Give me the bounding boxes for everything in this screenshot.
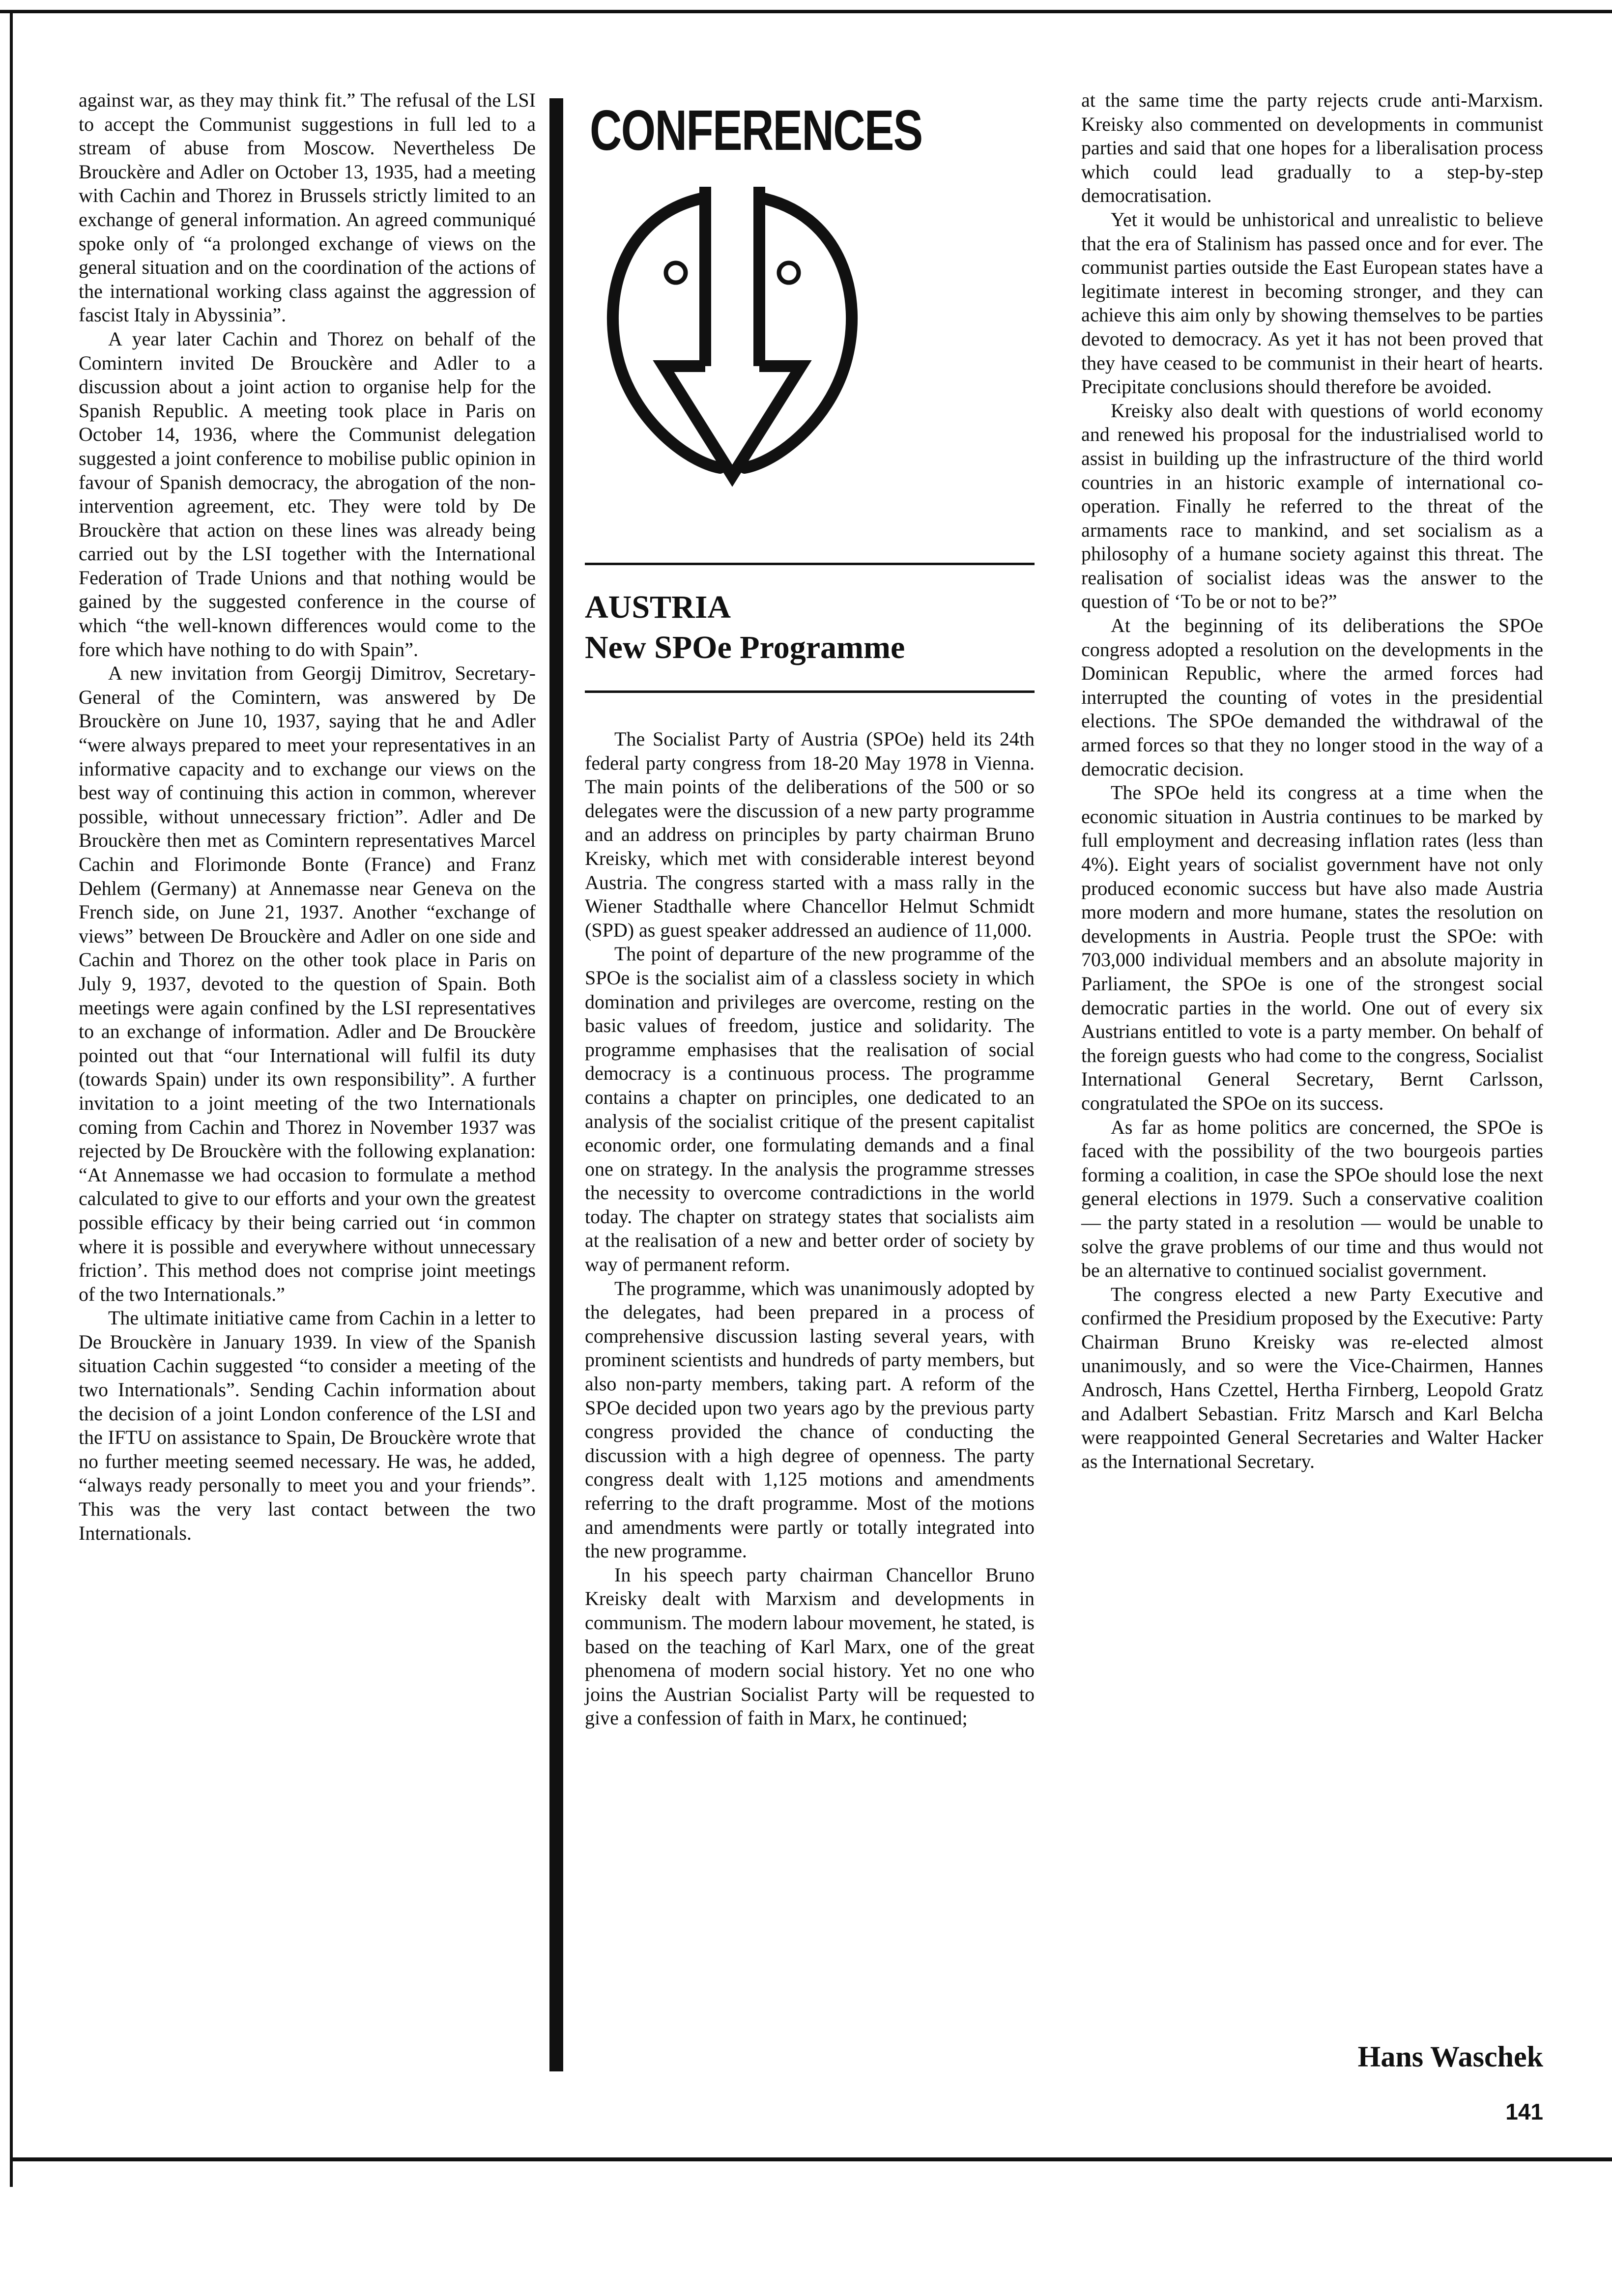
right-paragraph-1: at the same time the party rejects crude anti-Marxism. Kreisky also commented on developments in communist parties and said that one hopes for a liberalisation process which could lead gradually to a step-by-step democratisation. <box>1081 89 1543 207</box>
left-paragraph-4: The ultimate initiative came from Cachin in a letter to De Brouckère in January 1939. In view of the Spanish situation Cachin suggested “to consider a meeting of the two Internationals”. Sending Cachin information about the decision of a joint London conference of the LSI and the IFTU on assistance to Spain, De Brouckère wrote that no further meeting seemed necessary. He was, he added, “always ready personally to meet you and your friends”. This was the very last contact between the two Internationals. <box>79 1307 536 1544</box>
author-signature: Hans Waschek <box>1357 2040 1543 2073</box>
left-paragraph-3: A new invitation from Georgij Dimitrov, Secretary-General of the Comintern, was answered by De Brouckère on June 10, 1937, saying that he and Adler “were always prepared to meet your representatives in an informative capacity and to exchange our views on the best way of continuing this action in common, wherever possible, without unnecessary friction”. Adler and De Brouckère then met as Comintern representatives Marcel Cachin and Florimonde Bonte (France) and Franz Dehlem (Germany) at Annemasse near Geneva on the French side, on June 21, 1937. Another “exchange of views” between De Brouckère and Adler on one side and Cachin and Thorez on the other took place in Paris on July 9, 1937, devoted to the question of Spain. Both meetings were again confined by the LSI representatives to an exchange of information. Adler and De Brouckère pointed out that “our International will fulfil its duty (towards Spain) under its own responsibility”. A further invitation to a joint meeting of the two Internationals coming from Cachin and Thorez in November 1937 was rejected by De Brouckère with the following explanation: “At Annemasse we had occasion to formulate a method calculated to give to our efforts and your own the greatest possible efficacy by their being carried out ‘in common where it is possible and everywhere without unnecessary friction’. This method does not comprise joint meetings of the two Internationals.” <box>79 662 536 1305</box>
left-paragraph-1: against war, as they may think fit.” The refusal of the LSI to accept the Communist suggestions in full led to a stream of abuse from Moscow. Nevertheless De Brouckère and Adler on October 13, 1935, had a meeting with Cachin and Thorez in Brussels strictly limited to an exchange of general information. An agreed communiqué spoke only of “a prolonged exchange of views on the general situation and on the coordination of the actions of the international working class against the aggression of fascist Italy in Abyssinia”. <box>79 89 536 326</box>
section-rule-bottom <box>585 690 1035 693</box>
right-paragraph-5: The SPOe held its congress at a time when the economic situation in Austria continues to be marked by full employment and decreasing inflation rates (less than 4%). Eight years of socialist government have not only produced economic success but have also made Austria more modern and more humane, states the resolution on developments in Austria. People trust the SPOe: with 703,000 individual members and an absolute majority in Parliament, the SPOe is one of the strongest social democratic parties in the world. One out of every six Austrians entitled to vote is a party member. On behalf of the foreign guests who had come to the congress, Socialist International General Secretary, Bernt Carlsson, congratulated the SPOe on its success. <box>1081 781 1543 1114</box>
right-paragraph-6: As far as home politics are concerned, the SPOe is faced with the possibility of the two bourgeois parties forming a coalition, in case the SPOe should lose the next general elections in 1979. Such a conservative coalition — the party stated in a resolution — would be unable to solve the grave problems of our time and thus would not be an alternative to continued socialist government. <box>1081 1116 1543 1282</box>
left-paragraph-2: A year later Cachin and Thorez on behalf of the Comintern invited De Brouckère and Adler to a discussion about a joint action to organise help for the Spanish Republic. A meeting took place in Paris on October 14, 1936, where the Communist delegation suggested a joint conference to mobilise public opinion in favour of Spanish democracy, the abrogation of the non-intervention agreement, etc. They were told by De Brouckère that action on these lines was already being carried out by the LSI together with the International Federation of Trade Unions and that nothing would be gained by the suggested conference in the course of which “the well-known differences would come to the fore which have nothing to do with Spain”. <box>79 327 536 660</box>
right-paragraph-7: The congress elected a new Party Executive and confirmed the Presidium proposed by the Executive: Party Chairman Bruno Kreisky was re-elected almost unanimously, and so were the Vice-Chairmen, Hannes Androsch, Hans Czettel, Hertha Firnberg, Leopold Gratz and Adalbert Sebastian. Fritz Marsch and Karl Belcha were reappointed General Secretaries and Walter Hacker as the International Secretary. <box>1081 1283 1543 1472</box>
left-column <box>79 88 536 1545</box>
page-number: 141 <box>1505 2099 1543 2124</box>
right-paragraph-2: Yet it would be unhistorical and unrealistic to believe that the era of Stalinism has passed once and for ever. The communist parties outside the East European states have a legitimate interest in becoming stronger, and they can achieve this aim only by showing themselves to be parties devoted to democracy. As yet it has not been proved that they have ceased to be communist in their heart of hearts. Precipitate conclusions should therefore be avoided. <box>1081 208 1543 398</box>
conference-face-arrow-icon <box>590 167 875 501</box>
column-divider-bar <box>549 98 563 2071</box>
section-rule-top <box>585 563 1035 565</box>
right-column <box>1081 88 1543 1473</box>
middle-paragraph-2: The point of departure of the new programme of the SPOe is the socialist aim of a classless society in which domination and privileges are overcome, resting on the basic values of freedom, justice and solidarity. The programme emphasises that the realisation of social democracy is a continuous process. The programme contains a chapter on principles, one dedicated to an analysis of the socialist critique of the present capitalist economic order, one formulating demands and a final one on strategy. In the analysis the programme stresses the necessity to overcome contradictions in the world today. The chapter on strategy states that socialists aim at the realisation of a new and better order of society by way of permanent reform. <box>585 943 1035 1276</box>
top-border-rule <box>0 10 1612 13</box>
conferences-heading: CONFERENCES <box>590 98 922 162</box>
right-paragraph-3: Kreisky also dealt with questions of world economy and renewed his proposal for the industrialised world to assist in building up the infrastructure of the third world countries in an historic example of international co-operation. Finally he referred to the threat of the armaments race to mankind, and set socialism as a philosophy of a humane society against this threat. The realisation of socialist ideas was the answer to the question of ‘To be or not to be?” <box>1081 399 1543 613</box>
middle-column <box>585 727 1035 1730</box>
middle-paragraph-1: The Socialist Party of Austria (SPOe) held its 24th federal party congress from 18-20 May 1978 in Vienna. The main points of the deliberations of the 500 or so delegates were the discussion of a new party programme and an address on principles by party chairman Bruno Kreisky, which met with considerable interest beyond Austria. The congress started with a mass rally in the Wiener Stadthalle where Chancellor Helmut Schmidt (SPD) as guest speaker addressed an audience of 11,000. <box>585 728 1035 941</box>
section-country: AUSTRIA <box>585 589 731 625</box>
section-title <box>585 587 1035 668</box>
left-border-rule <box>10 10 13 2187</box>
middle-paragraph-3: The programme, which was unanimously adopted by the delegates, had been prepared in a process of comprehensive discussion lasting several years, with prominent scientists and hundreds of party members, but also non-party members, taking part. A reform of the SPOe decided upon two years ago by the previous party congress provided the chance of conducting the discussion with a high degree of openness. The party congress dealt with 1,125 motions and amendments referring to the draft programme. Most of the motions and amendments were partly or totally integrated into the new programme. <box>585 1277 1035 1562</box>
section-headline: New SPOe Programme <box>585 630 905 665</box>
middle-paragraph-4: In his speech party chairman Chancellor Bruno Kreisky dealt with Marxism and developments in communism. The modern labour movement, he stated, is based on the teaching of Karl Marx, one of the great phenomena of modern social history. Yet no one who joins the Austrian Socialist Party will be requested to give a confession of faith in Marx, he continued; <box>585 1563 1035 1729</box>
right-paragraph-4: At the beginning of its deliberations the SPOe congress adopted a resolution on the developments in the Dominican Republic, where the armed forces had interrupted the counting of votes in the presidential elections. The SPOe demanded the withdrawal of the armed forces so that they no longer stood in the way of a democratic decision. <box>1081 614 1543 780</box>
bottom-border-rule <box>10 2157 1612 2161</box>
